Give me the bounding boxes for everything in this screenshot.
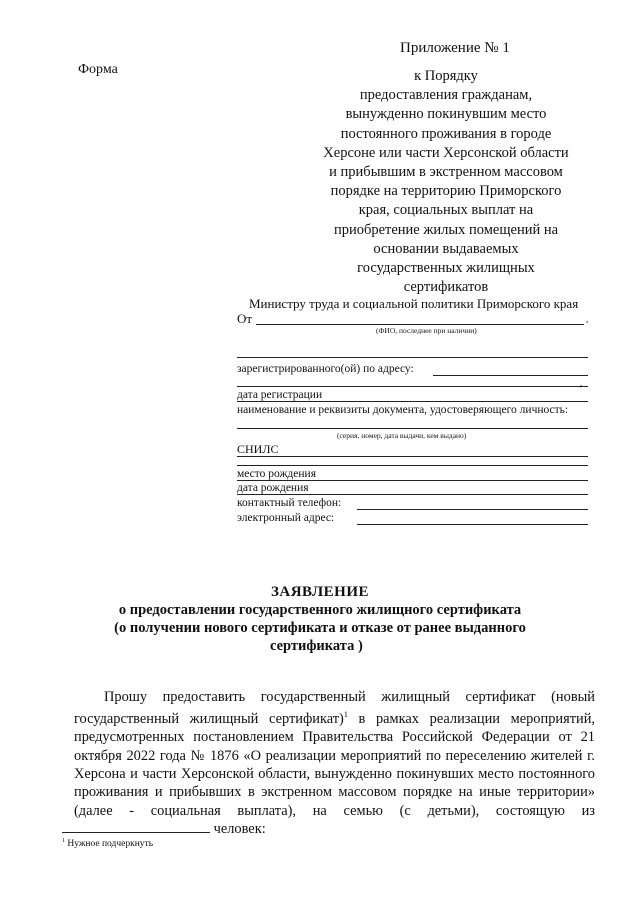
appendix-text — [322, 67, 570, 297]
snils-line[interactable] — [237, 456, 588, 457]
footnote-text: Нужное подчеркнуть — [65, 839, 154, 850]
footnote-number: 1 — [62, 838, 65, 844]
document-subtitle-line-1: о предоставлении государственного жилищного сертификата — [118, 602, 522, 618]
appendix-line: и прибывшим в экстренном массовом — [329, 164, 563, 181]
form-label: Форма — [78, 62, 118, 77]
birthdate-line[interactable] — [237, 494, 588, 495]
document-title: ЗАЯВЛЕНИЕ — [270, 584, 370, 600]
id-document-line[interactable] — [237, 428, 588, 429]
appendix-line: Херсоне или части Херсонской области — [323, 144, 569, 161]
registered-address-line[interactable] — [433, 375, 588, 376]
recipient-line: Министру труда и социальной политики Приморского края — [249, 296, 579, 311]
document-subtitle-line-2: (о получении нового сертификата и отказе от ранее выданного — [114, 620, 526, 636]
phone-label: контактный телефон: — [237, 497, 342, 509]
comma-mark-2: , — [580, 378, 583, 388]
name-field-line[interactable] — [256, 324, 584, 325]
snils-line-2[interactable] — [237, 465, 588, 466]
email-line[interactable] — [357, 524, 588, 525]
appendix-line: вынужденно покинувшим место — [345, 106, 547, 123]
appendix-line: порядке на территорию Приморского — [330, 183, 562, 200]
snils-label: СНИЛС — [237, 442, 279, 456]
family-size-field[interactable] — [74, 820, 210, 833]
appendix-line: сертификатов — [403, 279, 489, 296]
id-document-label: наименование и реквизиты документа, удостоверяющего личность: — [237, 404, 569, 416]
footnote-divider — [62, 832, 207, 833]
footnote — [62, 838, 153, 849]
birthplace-label: место рождения — [237, 468, 316, 480]
application-paragraph — [74, 688, 595, 838]
document-subtitle-line-3: сертификата ) — [270, 638, 363, 654]
registered-address-label: зарегистрированного(ой) по адресу: — [237, 363, 414, 375]
registration-date-label: дата регистрации — [237, 389, 323, 401]
paragraph-part-3: человек: — [210, 820, 266, 837]
appendix-number: Приложение № 1 — [400, 40, 510, 56]
id-document-caption: (серия, номер, дата выдачи, кем выдано) — [337, 431, 467, 440]
from-label: От — [237, 311, 253, 326]
appendix-line: края, социальных выплат на — [358, 202, 534, 219]
registration-date-line[interactable] — [237, 401, 588, 402]
comma-mark: , — [586, 314, 589, 324]
appendix-line: предоставления гражданам, — [359, 87, 533, 104]
paragraph-part-1: Прошу предоставить государственный жилищный сертификат (новый государственный жилищный сертификат) — [74, 689, 595, 728]
birthdate-label: дата рождения — [237, 482, 309, 494]
birthplace-line[interactable] — [237, 480, 588, 481]
footnote-reference: 1 — [343, 710, 348, 720]
appendix-line: основании выдаваемых — [373, 240, 519, 257]
paragraph-part-2: в рамках реализации мероприятий, предусмотренных постановлением Правительства Российской Федерации от 21 октября 2022 года № 1876 «О реализации мероприятий по переселению жителей г. Херсона и части Херсонской области, вынужденно покинувших место постоянного проживания и прибывших в экстренном массовом порядке на иные территории» (далее - социальная выплата), на семью (с детьми), состоящую из — [74, 711, 596, 819]
appendix-line: государственных жилищных — [357, 260, 535, 277]
appendix-line: постоянного проживания в городе — [340, 125, 552, 142]
email-label: электронный адрес: — [237, 512, 335, 524]
registered-address-line-2[interactable] — [237, 386, 588, 387]
name-caption: (ФИО, последнее при наличии) — [376, 326, 477, 335]
name-continuation-line[interactable] — [237, 357, 588, 358]
appendix-line: приобретение жилых помещений на — [333, 221, 559, 238]
phone-line[interactable] — [357, 509, 588, 510]
appendix-line: к Порядку — [414, 68, 478, 84]
